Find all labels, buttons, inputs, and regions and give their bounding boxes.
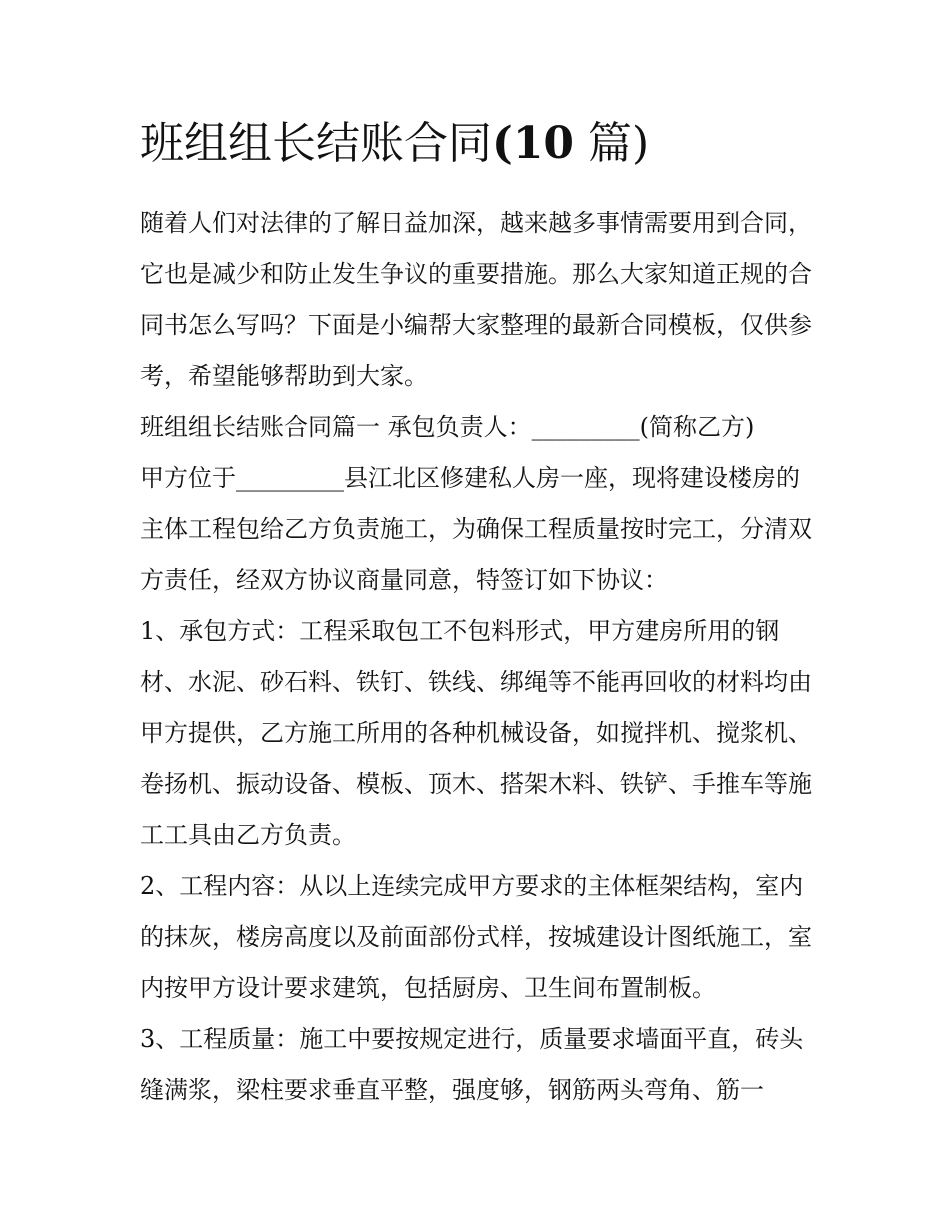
paragraph-clause-1: 1、承包方式：工程采取包工不包料形式，甲方建房所用的钢材、水泥、砂石料、铁钉、铁线、绑绳等不能再回收的材料均由甲方提供，乙方施工所用的各种机械设备，如搅拌机、搅浆机、卷扬机、振动设备、模板、顶木、搭架木料、铁铲、手推车等施工工具由乙方负责。 — [140, 617, 812, 849]
title-count: (10 — [492, 118, 575, 169]
paragraph-clause-3: 3、工程质量：施工中要按规定进行，质量要求墙面平直，砖头缝满浆，梁柱要求垂直平整，强度够，钢筋两头弯角、筋一 — [140, 1025, 804, 1104]
document-body — [140, 198, 820, 1116]
paragraph-preamble: 甲方位于_________县江北区修建私人房一座，现将建设楼房的主体工程包给乙方负责施工，为确保工程质量按时完工，分清双方责任，经双方协议商量同意，特签订如下协议： — [140, 464, 812, 594]
document-title: 班组组长结账合同(10 篇) — [140, 118, 650, 169]
paragraph-clause-2: 2、工程内容：从以上连续完成甲方要求的主体框架结构，室内的抹灰，楼房高度以及前面部份式样，按城建设计图纸施工，室内按甲方设计要求建筑，包括厨房、卫生间布置制板。 — [140, 872, 812, 1002]
paragraph-contract-heading: 班组组长结账合同篇一 承包负责人：_________(简称乙方) — [140, 413, 755, 441]
paragraph-intro: 随着人们对法律的了解日益加深，越来越多事情需要用到合同，它也是减少和防止发生争议的重要措施。那么大家知道正规的合同书怎么写吗？下面是小编帮大家整理的最新合同模板，仅供参考，希望能够帮助到大家。 — [140, 209, 812, 390]
